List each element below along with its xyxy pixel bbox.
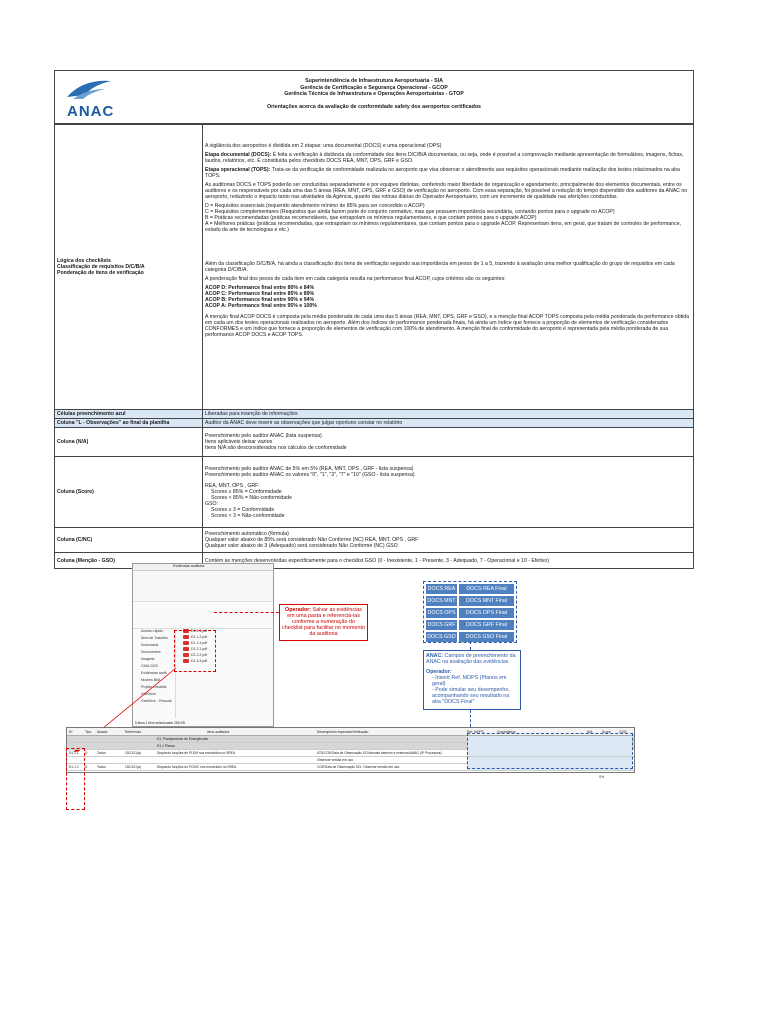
na-label: Coluna (N/A) (55, 428, 203, 457)
header-line-2: Gerência de Certificação e Segurança Operacional - GCOP (300, 84, 448, 91)
file-item[interactable]: D1.3.4.pdf (177, 658, 271, 664)
file-item[interactable]: D1.2.2.pdf (177, 652, 271, 658)
checklist-cell: Dispondo funções do PCINC nos envolvidos no SREA (157, 765, 237, 769)
docs-final-button[interactable]: DOCS MNT Final (459, 596, 514, 606)
paragraph-1: A vigilância dos aeroportos é dividida em 2 etapas: uma documental (DOCS) e uma operacional (OPS) (205, 143, 442, 149)
anac-connector (470, 710, 471, 727)
paragraph-4: As auditorias DOCS e TOPS poderão ser conduzidas separadamente e por equipes distintas, conferindo maior liberdade de organização e agendamento, principalmente dos elementos documentais, entre os auditores e os responsáveis por cada uma das 5 áreas (REA, MNT, OPS, GRF e GSO) de verificação no aeroporto. Com essa separação, foi possível a redução do tempo dispendido dos auditores da ANAC no aeroporto, reduzindo o impacto tanto nas atividades da Agência, quanto das rotinas diárias do Operador Aeroportuário, com um incremento de qualidade nas aferições conduzidas. (205, 182, 688, 200)
checklist-header-cell: Itens auditados (207, 730, 230, 734)
na-content: Preenchimento pelo auditor ANAC (lista suspensa) Itens aplicáveis deixar vazios Itens N/A são desconsiderados nos cálculos de conformidade (203, 428, 694, 457)
paragraph-6: A ponderação final dos pesos de cada item em cada categoria resulta na performance final ACOP, cujos critérios são os seguintes: (205, 276, 506, 282)
checklist-cell: D1.1.2 (69, 765, 79, 769)
acop-d: ACOP D: Performance final entre 80% e 84% (205, 285, 315, 291)
checklist-header-cell: Referência (125, 730, 141, 734)
logica-label-1: Lógica dos checklists (57, 258, 111, 264)
checklist-header-cell: N/A (587, 730, 593, 734)
checklist-cell: Todos (97, 751, 106, 755)
section-row-1: D1. Planejamento de Emergências (67, 736, 634, 743)
class-b: B = Práticas recomendadas (práticas recomendáveis, que extrapolam os mínimos regulamentares, e que contam pontos para o upgrade ACOP) (205, 215, 537, 221)
docs-buttons (423, 581, 517, 643)
checklist-cell: 153.321(a) (125, 751, 141, 755)
nav-item[interactable]: Imagens (141, 657, 155, 661)
cnc-content: Preenchimento automático (fórmula) Qualquer valor abaixo de 85% será considerado Não Conforme (NC) REA, MNT, OPS , GRF Qualquer valor abaixo de 3 (Adequado) será considerado Não Conforme (NC) GSO (203, 528, 694, 553)
checklist-cell: Todos (97, 765, 106, 769)
checklist-header-cell: Score (602, 730, 611, 734)
acop-b: ACOP B: Performance final entre 90% e 94% (205, 297, 315, 303)
class-a: A = Melhores práticas (práticas recomendadas, que extrapolam os mínimos regulamentares, que contam pontos para o upgrade ACOP. Representam itens, em geral, que tratam de controles de performance, estado da arte de tecnologias e etc.) (205, 221, 682, 233)
paragraph-3: Etapa operacional (TOPS): Trata-se da verificação de conformidade realizada no aeroporto que visa observar o atendimento aos requisitos operacionais mediante realização dos testes relacionados na aba TOPS. (205, 167, 680, 179)
class-c: C = Requisitos complementares (Requisitos que ainda fazem parte do conjunto normativo, mas que possuem importância secundária, contando pontos para o upgrade no ACOP) (205, 209, 615, 215)
checklist-row-1b: Observar versão em uso (67, 757, 634, 764)
percent-label: 0% (599, 775, 604, 779)
checklist-cell: ATS/COE/Sala de Observação SCI/demais internos e externos/ANAC (IP Processos) (317, 751, 442, 755)
azul-label: Células preenchimento azul (55, 410, 203, 419)
checklist-header-cell: C/NC (619, 730, 628, 734)
header-line-3: Gerência Técnica de Infraestrutura e Operações Aeroportuárias - GTOP (284, 91, 464, 97)
score-content: Preenchimento pelo auditor ANAC de 5% em 5% (REA, MNT, OPS , GRF - lista suspensa) Preenchimento pelo auditor ANAC os valores "0", "1", "3", "7" e "10" (GSO - lista suspensa) REA, MNT, OPS , GRF: Scores ≥ 85% = Conformidade Scores < 85% = Não-conformidade GSO: Scores ≥ 3 = Conformidade Scores < 3 = Não-conformidade (203, 457, 694, 528)
checklist-cell: D (85, 765, 88, 769)
checklist-header-cell: Comentários (497, 730, 516, 734)
nav-item[interactable]: Acesso rápido (141, 629, 164, 633)
file-item[interactable]: D1.1.3.pdf (177, 640, 271, 646)
acop-a: ACOP A: Performance final entre 95% e 100% (205, 303, 317, 309)
anac-callout: ANAC: Campos de preenchimento da ANAC na avaliação das evidências Operador: - Inserir Ref. MOPS (Planos em geral) - Pode simular seu desempenho, acompanhando seu resultado na aba "DOCS Final" (423, 650, 521, 710)
nav-item[interactable]: Downloads (141, 643, 159, 647)
logica-label-3: Ponderação de itens de verificação (57, 270, 144, 276)
checklist-header-cell: Atuado (97, 730, 108, 734)
docs-area-button[interactable]: DOCS GSO (427, 634, 456, 640)
checklist-cell: D (85, 751, 88, 755)
explorer-status: 5 itens 1 item selecionado 256 KB (135, 721, 185, 725)
operador-callout: Operador: Salvar as evidências em uma pasta e referenciá-las conforme a numeração do checklist para facilitar no momento da auditoria (279, 604, 368, 641)
header-line-1: Superintendência de Infraestrutura Aeroportuária - SIA (305, 78, 443, 84)
logica-label-2: Classificação de requisitos D/C/B/A (57, 264, 145, 270)
mencao-text: Contém as menções desenvolvidas especificamente para o checklist GSO (0 - Inexistente, 1 - Presente, 3 - Adequado, 7 - Operacional e 10 - Efetivo) (203, 553, 694, 569)
anac-columns-highlight (467, 733, 633, 769)
obs-label: Coluna "L - Observações" ao final da planilha (55, 419, 203, 428)
checklist-cell: 153.321(a) (125, 765, 141, 769)
file-item[interactable]: D1.1.1.pdf (177, 628, 271, 634)
file-item[interactable]: D1.1.2.pdf (177, 634, 271, 640)
logo-text: ANAC (67, 103, 115, 120)
nav-item[interactable]: Área de Trabalho (141, 636, 168, 640)
checklist-cell: COE/Sala de Observação SCI: Observar versão em uso (317, 765, 400, 769)
mencao-label: Coluna (Menção - GSO) (55, 553, 203, 569)
docs-connector (470, 641, 471, 650)
checklist-cell: Dispondo funções de PLEM nos envolvidos no SREA (157, 751, 236, 755)
paragraph-5: Além da classificação D/C/B/A, há ainda a classificação dos itens de verificação segundo sua importância em pesos de 1 a 5, trazendo à avaliação uma melhor qualificação do grupo de requisitos em cada categoria D/C/B/A. (205, 261, 675, 273)
paragraph-2: Etapa documental (DOCS): É feita a verificação à distância da conformidade dos itens D/C/B/A documentais, ou seja, onde é possível a comprovação mediante apresentação de formulários, imagens, fichas, laudos, relatórios, etc. É constituída pelos checklists DOCS REA, MNT, OPS, GRF e GSO. (205, 152, 684, 164)
section-row-2: D1.1 Planos (67, 743, 634, 750)
nav-item[interactable]: Evidências audit (141, 671, 167, 675)
class-d: D = Requisitos essenciais (requerido atendimento mínimo de 85% para ser concedido o ACOP) (205, 203, 425, 209)
acop-c: ACOP C: Performance final entre 85% e 89% (205, 291, 315, 297)
docs-final-button[interactable]: DOCS OPS Final (459, 608, 514, 618)
azul-text: Liberadas para inserção de informações (203, 410, 694, 419)
obs-text: Auditor da ANAC deve inserir as observações que julgar oportuno constar no relatório (203, 419, 694, 428)
checklist-header-cell: Nº (69, 730, 73, 734)
docs-area-button[interactable]: DOCS REA (427, 586, 456, 592)
nav-item[interactable]: OneDrive (141, 692, 156, 696)
checklist-cell: D1.1.1 (69, 751, 79, 755)
checklist-header-cell: Desempenho esperado/Verificação (317, 730, 369, 734)
score-label: Coluna (Score) (55, 457, 203, 528)
numbering-highlight (66, 748, 88, 810)
checklist-header-cell: Ref. MOPS (467, 730, 484, 734)
checklist-header-cell: Tipo (85, 730, 92, 734)
docs-final-button[interactable]: DOCS GSO Final (459, 632, 514, 642)
nav-item[interactable]: Nuvens BIM (141, 678, 161, 682)
nav-item[interactable]: OneDrive - Pessoal (141, 699, 172, 703)
nav-item[interactable]: Documentos (141, 650, 161, 654)
docs-final-button[interactable]: DOCS GRF Final (459, 620, 514, 630)
docs-area-button[interactable]: DOCS OPS (427, 610, 456, 616)
header-line-4: Orientações acerca da avaliação de conformidade safety dos aeroportos certificados (266, 103, 482, 110)
nav-item[interactable]: CINA 2020 (141, 664, 158, 668)
cnc-label: Coluna (C/NC) (55, 528, 203, 553)
nav-item[interactable]: Projeto checklist (141, 685, 167, 689)
docs-area-button[interactable]: DOCS GRF (427, 622, 456, 628)
file-item[interactable]: D1.2.1.pdf (177, 646, 271, 652)
explorer-titlebar: Evidências auditoria (133, 564, 273, 571)
docs-final-button[interactable]: DOCS REA Final (459, 584, 514, 594)
paragraph-7: A menção final ACOP DOCS é composta pela média ponderada de cada uma das 5 áreas (REA, MNT, OPS, GRF e GSO), e a menção final ACOP TOPS composta pela média ponderada da performance obtida em cada um dos testes operacionais realizados no aeroporto. Além dos índices de performance ponderada finais, há ainda um índice que fornece a proporção de elementos de verificação considerados CONFORMES e um índice que fornece a proporção de elementos de verificação com 100% de atendimento. A menção final de conformidade do aeroporto é representada pela média ponderada de sua performance ACOP DOCS e ACOP TOPS. (205, 314, 690, 338)
docs-area-button[interactable]: DOCS MNT (427, 598, 456, 604)
